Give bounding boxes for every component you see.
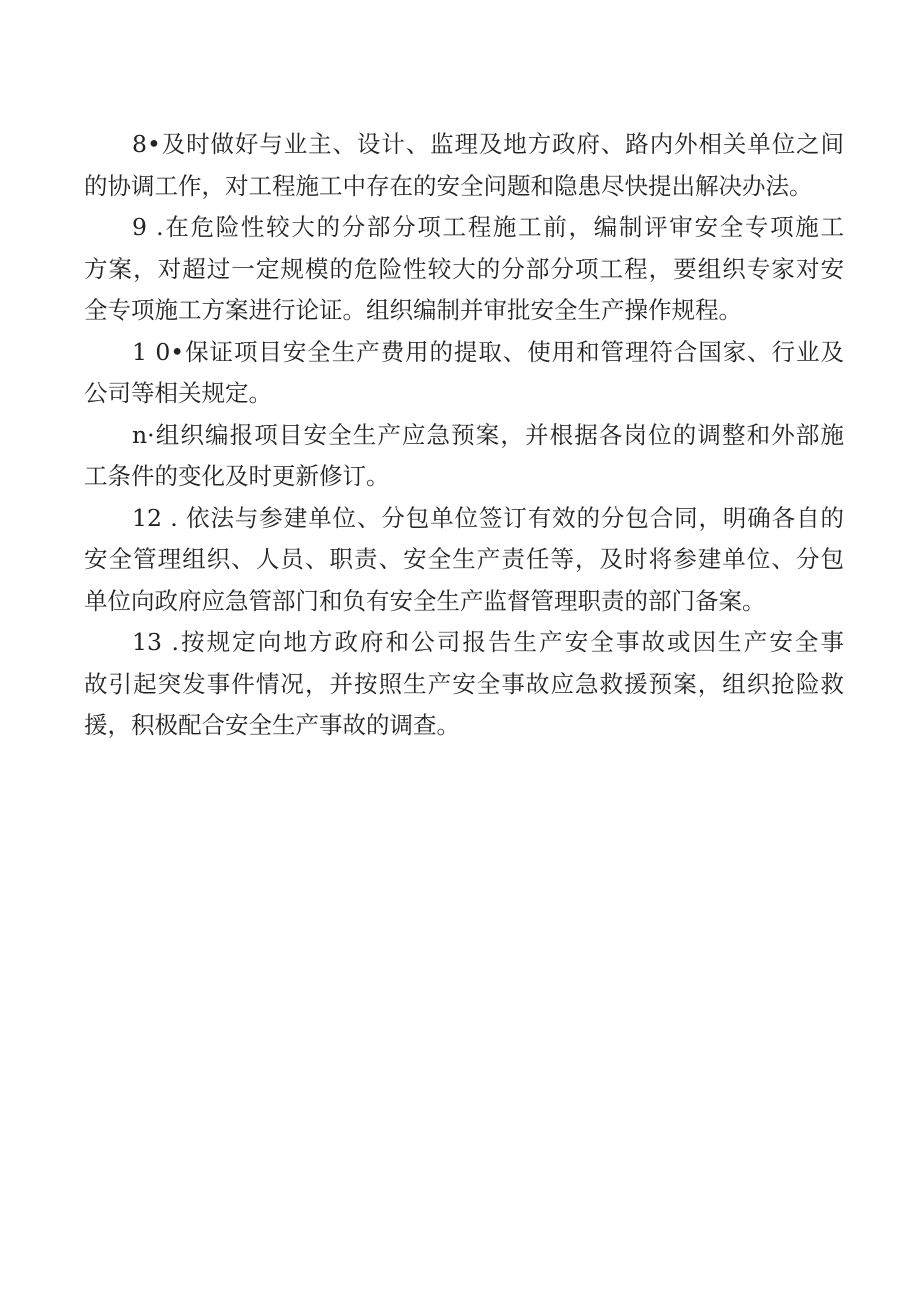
text-line: n·组织编报项目安全生产应急预案，并根据各岗位的调整和外部施	[132, 420, 844, 449]
paragraph-item-10	[84, 332, 844, 415]
text-line: 方案，对超过一定规模的危险性较大的分部分项工程，要组织专家对安	[84, 254, 844, 283]
paragraph-item-8	[84, 124, 844, 207]
text-line: 单位向政府应急管部门和负有安全生产监督管理职责的部门备案。	[84, 586, 766, 615]
text-line: 全专项施工方案进行论证。组织编制并审批安全生产操作规程。	[84, 296, 742, 324]
text-line: 9 .在危险性较大的分部分项工程施工前，编制评审安全专项施工	[132, 213, 844, 241]
text-line: 公司等相关规定。	[84, 379, 272, 407]
document-body	[84, 124, 844, 747]
text-line: 工条件的变化及时更新修订。	[84, 462, 390, 490]
text-line: 的协调工作，对工程施工中存在的安全问题和隐患尽快提出解决办法。	[84, 171, 813, 200]
paragraph-item-13	[84, 622, 844, 747]
text-line: 援，积极配合安全生产事故的调查。	[84, 711, 460, 739]
text-line: 安全管理组织、人员、职责、安全生产责任等，及时将参建单位、分包	[84, 545, 844, 573]
paragraph-item-9	[84, 207, 844, 332]
text-line: 8•及时做好与业主、设计、监理及地方政府、路内外相关单位之间	[132, 130, 844, 158]
paragraph-item-11	[84, 415, 844, 498]
text-line: 13 .按规定向地方政府和公司报告生产安全事故或因生产安全事	[132, 628, 844, 656]
text-line: 故引起突发事件情况，并按照生产安全事故应急救援预案，组织抢险救	[84, 669, 844, 698]
text-line: 1 0•保证项目安全生产费用的提取、使用和管理符合国家、行业及	[132, 337, 844, 366]
paragraph-item-12	[84, 498, 844, 623]
text-line: 12 . 依法与参建单位、分包单位签订有效的分包合同，明确各自的	[132, 503, 844, 532]
